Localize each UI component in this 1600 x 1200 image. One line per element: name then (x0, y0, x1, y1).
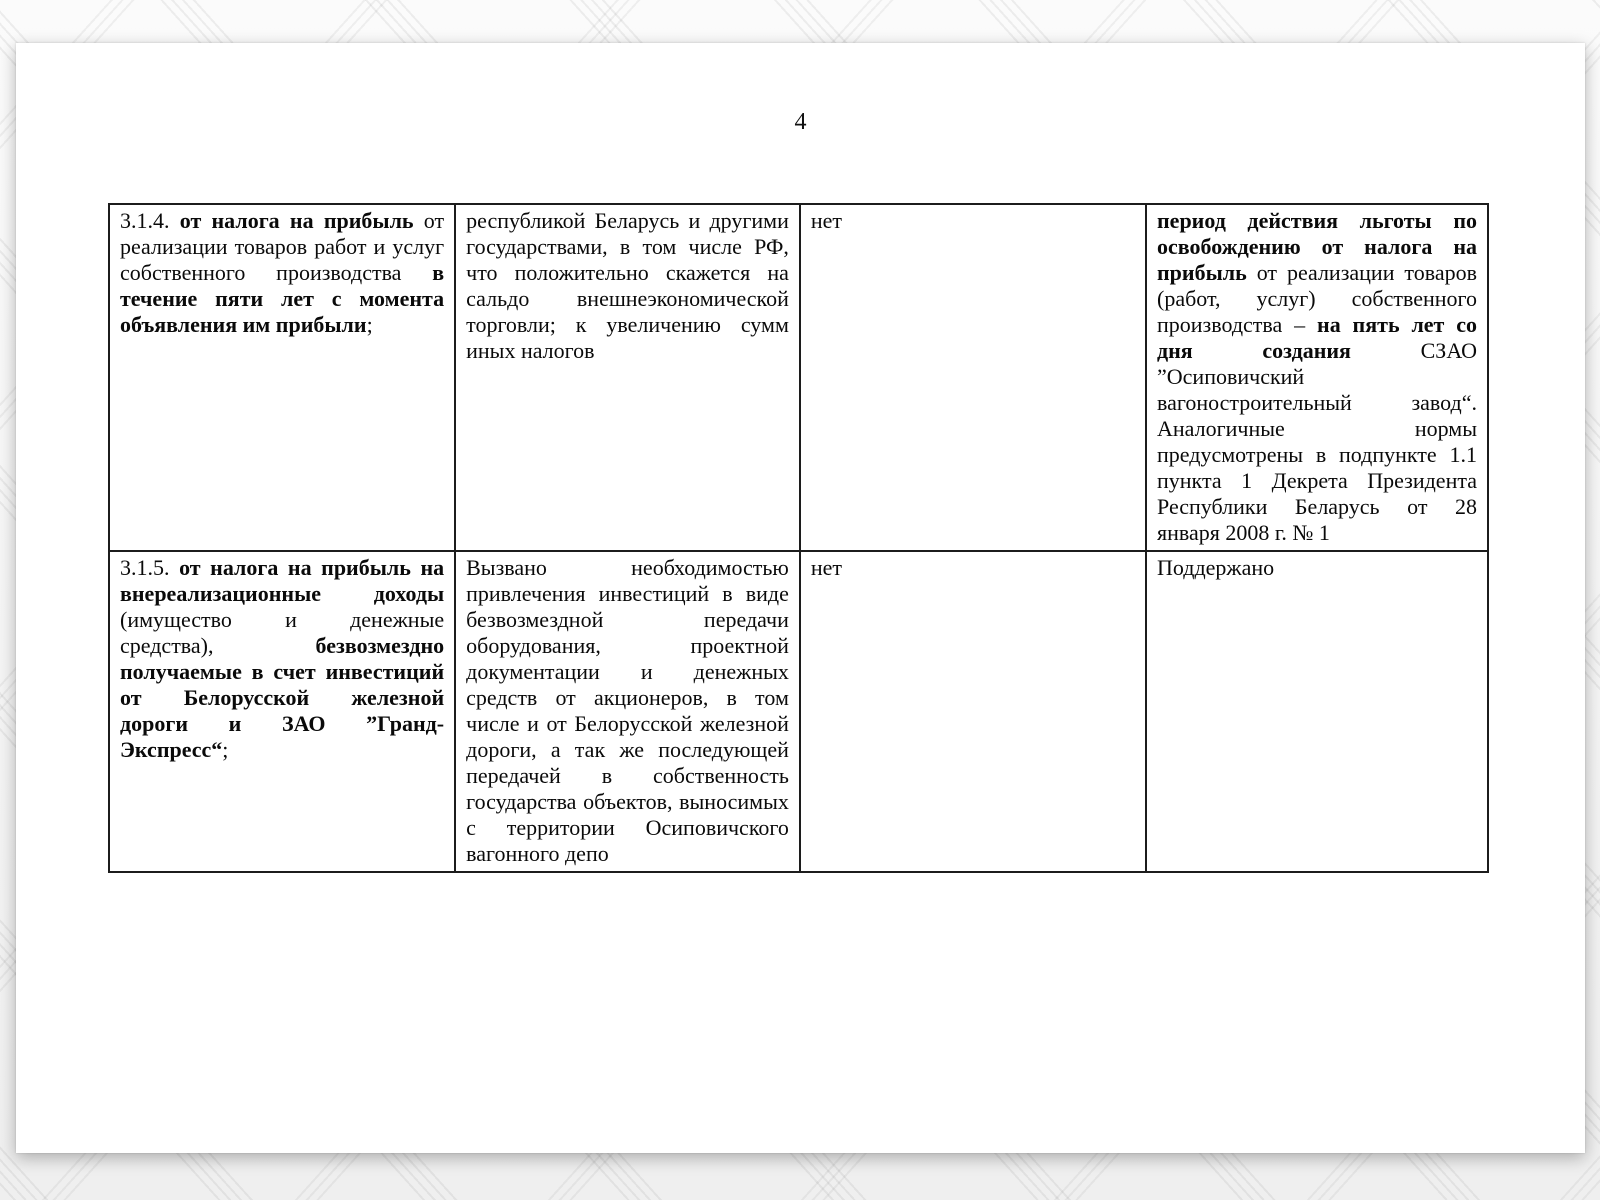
page-number: 4 (794, 109, 807, 135)
table-cell-benefit-3-1-5: 3.1.5. от налога на прибыль на внереализационные доходы (имущество и денежные средства), безвозмездно получаемые в счет инвестиций от Белорусской железной дороги и ЗАО ”Гранд-Экспресс“; (109, 551, 455, 872)
table-cell-justification-3-1-4: республикой Беларусь и другими государствами, в том числе РФ, что положительно скажется на сальдо внешнеэкономической торговли; к увеличению сумм иных налогов (455, 204, 800, 551)
table-row (109, 204, 1488, 551)
table-cell-note-3-1-4: нет (800, 204, 1146, 551)
table-cell-note-3-1-5: нет (800, 551, 1146, 872)
table-row (109, 551, 1488, 872)
table-cell-decision-3-1-5: Поддержано (1146, 551, 1488, 872)
table-cell-justification-3-1-5: Вызвано необходимостью привлечения инвестиций в виде безвозмездной передачи оборудования, проектной документации и денежных средств от акционеров, в том числе и от Белорусской железной дороги, а так же последующей передачей в собственность государства объектов, выносимых с территории Осиповичского вагонного депо (455, 551, 800, 872)
table-cell-benefit-3-1-4: 3.1.4. от налога на прибыль от реализации товаров работ и услуг собственного производства в течение пяти лет с момента объявления им прибыли; (109, 204, 455, 551)
document-table (108, 203, 1489, 873)
table-cell-decision-3-1-4: период действия льготы по освобождению от налога на прибыль от реализации товаров (работ, услуг) собственного производства – на пять лет со дня создания СЗАО ”Осиповичский вагоностроительный завод“. Аналогичные нормы предусмотрены в подпункте 1.1 пункта 1 Декрета Президента Республики Беларусь от 28 января 2008 г. № 1 (1146, 204, 1488, 551)
document-page (16, 43, 1585, 1153)
